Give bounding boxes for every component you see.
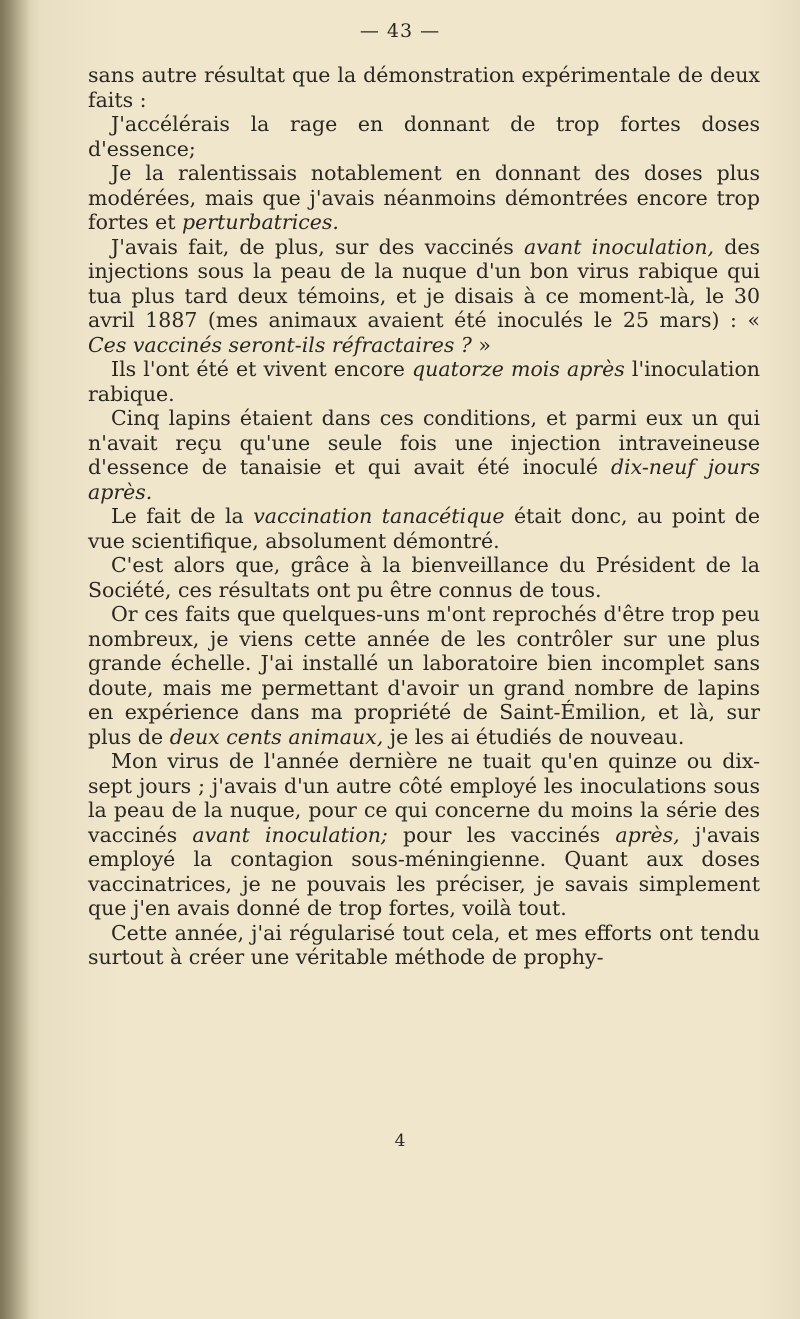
body-text bbox=[88, 63, 760, 970]
italic-text: deux cents animaux, bbox=[169, 724, 384, 749]
paragraph bbox=[88, 112, 760, 161]
signature-mark: 4 bbox=[394, 1131, 406, 1151]
text-run: » bbox=[471, 332, 491, 357]
paragraph bbox=[88, 749, 760, 921]
italic-text: dix-neuf jours après. bbox=[88, 455, 760, 504]
italic-text: Ces vaccinés seront-ils réfractaires ? bbox=[88, 332, 472, 357]
italic-text: vaccination tanacétique bbox=[253, 504, 505, 528]
italic-text: avant inoculation; bbox=[192, 822, 388, 847]
text-run: J'avais fait, de plus, sur des vaccinés bbox=[111, 234, 524, 259]
paragraph bbox=[88, 235, 760, 358]
text-run: C'est alors que, grâce à la bienveillance du Président de la Société, ces résultats ont pu être connus de tous. bbox=[88, 553, 760, 602]
paragraph bbox=[88, 161, 760, 235]
text-run: Ils l'ont été et vivent encore bbox=[111, 357, 413, 381]
text-run: Mon virus de l'année dernière ne tuait qu'en quinze ou dix-sept jours ; j'avais d'un autre côté employé les inoculations sous la peau de la nuque, pour ce qui concerne du moins la série des vaccinés bbox=[88, 749, 760, 847]
page-number: — 43 — bbox=[359, 20, 441, 42]
text-run: Je la ralentissais notablement en donnant des doses plus modérées, mais que j'avais néanmoins démontrées encore trop fortes et bbox=[88, 161, 760, 234]
text-run: Le fait de la bbox=[111, 504, 254, 528]
paragraph bbox=[88, 63, 760, 112]
text-run: Cinq lapins étaient dans ces conditions, et parmi eux un qui n'avait reçu qu'une seule fois une injection intraveineuse d'essence de tanaisie et qui avait été inoculé bbox=[88, 406, 760, 479]
paragraph bbox=[88, 504, 760, 553]
paragraph bbox=[88, 357, 760, 406]
text-run: je les ai étudiés de nouveau. bbox=[383, 724, 685, 749]
text-run: J'accélérais la rage en donnant de trop fortes doses d'essence; bbox=[88, 112, 760, 161]
text-run: pour les vaccinés bbox=[387, 822, 616, 847]
italic-text: perturbatrices. bbox=[182, 210, 339, 234]
text-run: sans autre résultat que la démonstration expérimentale de deux faits : bbox=[88, 63, 760, 112]
italic-text: après, bbox=[615, 822, 680, 847]
binding-shadow bbox=[0, 0, 30, 1319]
paragraph bbox=[88, 921, 760, 970]
text-run: des injections sous la peau de la nuque d'un bon virus rabique qui tua plus tard deux témoins, et je disais à ce moment-là, le 30 avril 1887 (mes animaux avaient été inoculés le 25 mars) : « bbox=[88, 234, 760, 332]
text-run: Or ces faits que quelques-uns m'ont reprochés d'être trop peu nombreux, je viens cette année de les contrôler sur une plus grande échelle. J'ai installé un laboratoire bien incomplet sans doute, mais me permettant d'avoir un grand nombre de lapins en expérience dans ma propriété de Saint-Émilion, et là, sur plus de bbox=[88, 602, 760, 749]
text-run: l'inoculation rabique. bbox=[88, 357, 760, 406]
paragraph bbox=[88, 406, 760, 504]
paragraph bbox=[88, 602, 760, 749]
italic-text: quatorze mois après bbox=[412, 357, 625, 381]
italic-text: avant inoculation, bbox=[523, 234, 715, 259]
text-run: Cette année, j'ai régularisé tout cela, et mes efforts ont tendu surtout à créer une véritable méthode de prophy- bbox=[88, 920, 760, 969]
text-run: j'avais employé la contagion sous-méningienne. Quant aux doses vaccinatrices, je ne pouvais les préciser, je savais simplement que j'en avais donné de trop fortes, voilà tout. bbox=[88, 822, 760, 920]
paragraph bbox=[88, 553, 760, 602]
text-run: était donc, au point de vue scientifique, absolument démontré. bbox=[88, 504, 760, 553]
